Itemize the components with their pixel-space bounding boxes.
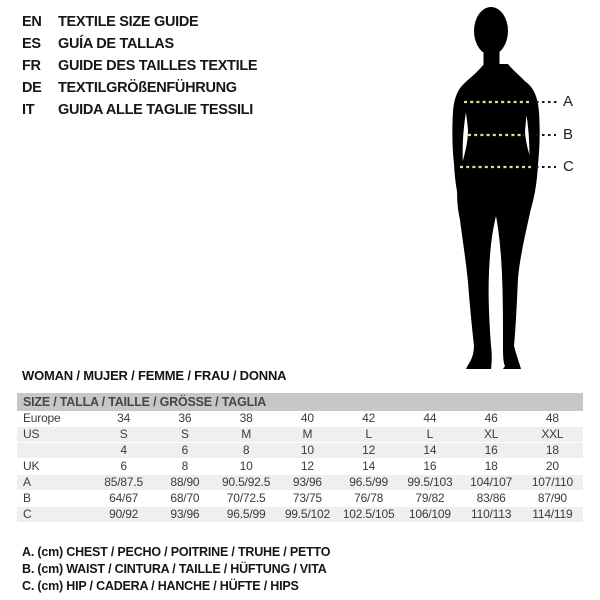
torso-legs (457, 64, 534, 369)
row-label: UK (23, 459, 40, 473)
size-cell: 99.5/103 (407, 475, 453, 489)
size-cell: 8 (242, 443, 250, 457)
language-code: FR (22, 58, 41, 74)
row-label: C (23, 507, 32, 521)
language-code: ES (22, 36, 41, 52)
size-cell: 38 (239, 411, 253, 425)
size-cell: 8 (181, 459, 189, 473)
size-cell: 96.5/99 (226, 507, 266, 521)
size-cell: 18 (484, 459, 498, 473)
size-cell: 83/86 (476, 491, 506, 505)
size-cell: 70/72.5 (226, 491, 266, 505)
size-cell: 16 (423, 459, 437, 473)
size-cell: XL (483, 427, 499, 441)
size-cell: 104/107 (470, 475, 513, 489)
size-cell: 79/82 (415, 491, 445, 505)
size-cell: 10 (239, 459, 253, 473)
size-cell: 12 (362, 443, 376, 457)
size-cell: 6 (181, 443, 189, 457)
size-cell: 14 (362, 459, 376, 473)
language-row-de (22, 77, 257, 99)
size-cell: 16 (484, 443, 498, 457)
size-cell: 73/75 (292, 491, 322, 505)
size-cell: 106/109 (408, 507, 451, 521)
size-cell: S (119, 427, 128, 441)
size-cell: 90/92 (109, 507, 139, 521)
size-cell: L (365, 427, 372, 441)
size-cell: 68/70 (170, 491, 200, 505)
section-title: WOMAN / MUJER / FEMME / FRAU / DONNA (22, 368, 287, 383)
table-row-hip (17, 507, 583, 523)
size-cell: M (302, 427, 313, 441)
language-row-es (22, 33, 257, 55)
size-cell: 10 (300, 443, 314, 457)
size-cell: XXL (541, 427, 564, 441)
legend-waist: B. (cm) WAIST / CINTURA / TAILLE / HÜFTUNG / VITA (22, 562, 327, 576)
marker-label-a: A (563, 93, 574, 110)
size-cell: 99.5/102 (284, 507, 330, 521)
table-header: SIZE / TALLA / TAILLE / GRÖSSE / TAGLIA (17, 393, 583, 411)
size-cell: 76/78 (354, 491, 384, 505)
size-cell: 64/67 (109, 491, 139, 505)
size-cell: 96.5/99 (349, 475, 388, 489)
size-cell: S (180, 427, 189, 441)
size-cell: 102.5/105 (342, 507, 395, 521)
woman-silhouette-icon (435, 0, 600, 375)
size-cell: 114/119 (532, 507, 573, 521)
size-cell: 34 (117, 411, 131, 425)
table-row-us-letters (17, 427, 583, 443)
size-cell: 88/90 (170, 475, 200, 489)
language-label: GUIDA ALLE TAGLIE TESSILI (58, 102, 253, 118)
language-code: EN (22, 14, 42, 30)
table-row-us-numbers (17, 443, 583, 459)
language-code: IT (22, 102, 35, 118)
size-cell: M (241, 427, 252, 441)
size-cell: 6 (120, 459, 127, 473)
language-label: GUÍA DE TALLAS (58, 36, 174, 52)
size-cell: 87/90 (537, 491, 567, 505)
row-label: A (23, 475, 31, 489)
size-cell: 18 (545, 443, 559, 457)
language-title-list (22, 11, 257, 121)
size-cell: 85/87.5 (104, 475, 143, 489)
measurement-legend (22, 544, 330, 595)
size-cell: 40 (300, 411, 314, 425)
size-cell: 42 (362, 411, 376, 425)
language-label: GUIDE DES TAILLES TEXTILE (58, 58, 258, 74)
table-row-europe (17, 411, 583, 427)
size-cell: 46 (484, 411, 498, 425)
legend-chest: A. (cm) CHEST / PECHO / POITRINE / TRUHE / PETTO (22, 545, 331, 559)
language-row-en (22, 11, 257, 33)
language-code: DE (22, 80, 42, 96)
table-row-chest (17, 475, 583, 491)
size-cell: 36 (178, 411, 192, 425)
table-row-uk (17, 459, 583, 475)
row-label: B (23, 491, 31, 505)
size-cell: 93/96 (292, 475, 322, 489)
row-label: US (23, 427, 40, 441)
language-row-it (22, 99, 257, 121)
size-cell: 93/96 (170, 507, 200, 521)
row-label (17, 443, 93, 458)
row-label: Europe (23, 411, 61, 425)
size-cell: 14 (423, 443, 437, 457)
size-cell: L (426, 427, 434, 441)
size-cell: 4 (120, 443, 127, 457)
marker-label-b: B (563, 126, 574, 143)
size-cell: 44 (423, 411, 437, 425)
size-cell: 48 (545, 411, 559, 425)
size-cell: 110/113 (471, 507, 512, 521)
language-label: TEXTILE SIZE GUIDE (58, 14, 199, 30)
marker-label-c: C (563, 158, 574, 175)
size-cell: 20 (545, 459, 559, 473)
size-cell: 12 (300, 459, 314, 473)
language-label: TEXTILGRÖßENFÜHRUNG (58, 80, 237, 96)
table-row-waist (17, 491, 583, 507)
size-cell: 90.5/92.5 (222, 475, 271, 489)
size-table (17, 393, 583, 523)
measurement-figure (435, 0, 600, 375)
language-row-fr (22, 55, 257, 77)
legend-hip: C. (cm) HIP / CADERA / HANCHE / HÜFTE / HIPS (22, 579, 299, 593)
size-cell: 107/110 (531, 475, 573, 489)
